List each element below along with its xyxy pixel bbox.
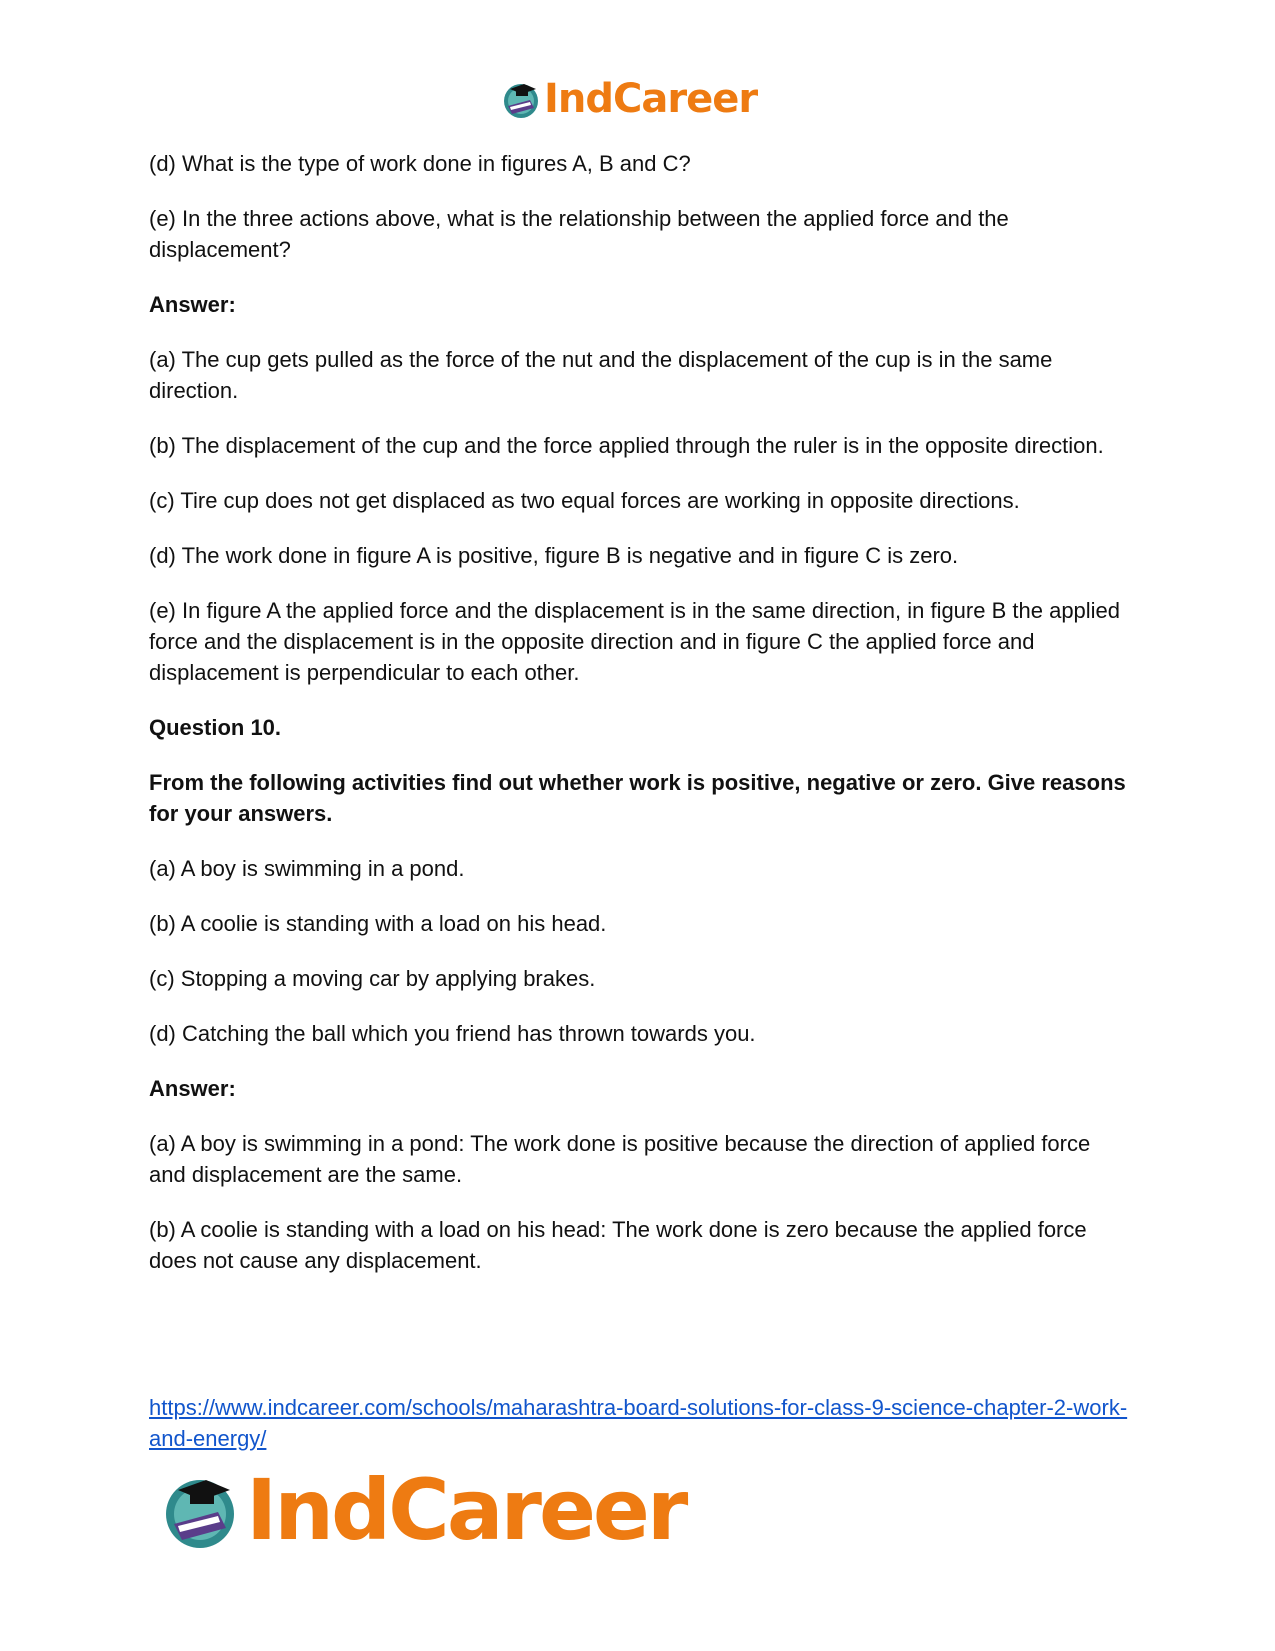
body-paragraph: (d) What is the type of work done in figures A, B and C?: [149, 151, 691, 176]
logo-text: IndCareer: [544, 76, 758, 122]
body-paragraph: (c) Stopping a moving car by applying brakes.: [149, 966, 596, 991]
footer-link[interactable]: https://www.indcareer.com/schools/maharashtra-board-solutions-for-class-9-science-chapter-2-work-and-energy/: [149, 1395, 1128, 1451]
body-paragraph: (b) A coolie is standing with a load on his head: The work done is zero because the applied force does not cause any displacement.: [149, 1217, 1087, 1273]
body-paragraph: (d) The work done in figure A is positive, figure B is negative and in figure C is zero.: [149, 543, 959, 568]
body-paragraph: (b) A coolie is standing with a load on his head.: [149, 911, 607, 936]
footer-logo: [158, 1461, 686, 1559]
header-logo: [500, 78, 757, 120]
graduation-cap-book-globe-icon: [158, 1468, 242, 1552]
graduation-cap-book-globe-icon: [500, 78, 542, 120]
document-body: [149, 148, 1129, 1300]
body-paragraph: (c) Tire cup does not get displaced as two equal forces are working in opposite directions.: [149, 488, 1020, 513]
body-paragraph: (b) The displacement of the cup and the force applied through the ruler is in the opposite direction.: [149, 433, 1104, 458]
body-paragraph: (a) A boy is swimming in a pond: The work done is positive because the direction of applied force and displacement are the same.: [149, 1131, 1091, 1187]
body-paragraph: (a) A boy is swimming in a pond.: [149, 856, 465, 881]
logo-text: IndCareer: [246, 1461, 686, 1559]
body-paragraph: (e) In the three actions above, what is the relationship between the applied force and the displacement?: [149, 206, 1009, 262]
heading-paragraph: Question 10.: [149, 715, 282, 740]
heading-paragraph: Answer:: [149, 292, 236, 317]
heading-paragraph: Answer:: [149, 1076, 236, 1101]
body-paragraph: (a) The cup gets pulled as the force of the nut and the displacement of the cup is in the same direction.: [149, 347, 1053, 403]
heading-paragraph: From the following activities find out whether work is positive, negative or zero. Give reasons for your answers.: [149, 770, 1126, 826]
body-paragraph: (e) In figure A the applied force and the displacement is in the same direction, in figure B the applied force and the displacement is in the opposite direction and in figure C the applied force and displacement is perpendicular to each other.: [149, 598, 1121, 685]
body-paragraph: (d) Catching the ball which you friend has thrown towards you.: [149, 1021, 756, 1046]
